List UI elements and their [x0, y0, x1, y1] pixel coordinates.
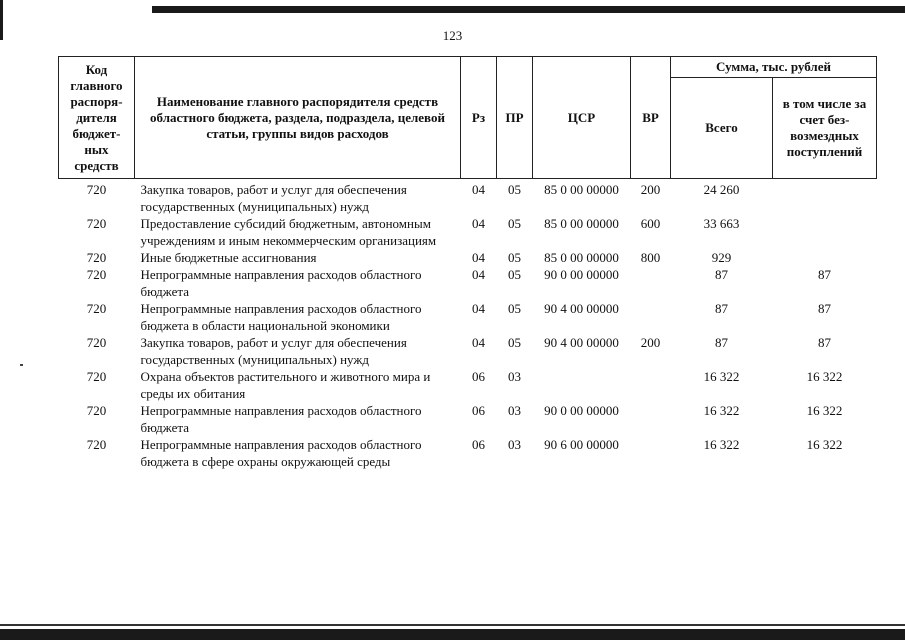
row-rz: 04 — [472, 335, 485, 350]
row-code: 720 — [86, 250, 107, 265]
row-vr — [631, 300, 671, 334]
row-code: 720 — [86, 267, 107, 282]
row-incl — [773, 249, 877, 266]
row-incl: 87 — [818, 301, 831, 316]
row-vr: 200 — [640, 182, 661, 197]
row-incl: 87 — [818, 267, 831, 282]
header-name: Наименование главного распорядителя средств областного бюджета, раздела, подраздела, целевой статьи, группы видов расходов — [135, 57, 461, 179]
table-row — [59, 249, 877, 266]
budget-table — [58, 56, 877, 470]
header-vr: ВР — [631, 57, 671, 179]
row-incl: 87 — [818, 335, 831, 350]
row-vr: 800 — [640, 250, 661, 265]
row-csr: 90 4 00 00000 — [544, 301, 619, 316]
row-rz: 04 — [472, 267, 485, 282]
row-pr: 05 — [508, 216, 521, 231]
row-total: 16 322 — [703, 403, 740, 418]
scan-edge-top — [152, 6, 905, 13]
row-total: 87 — [715, 301, 728, 316]
row-pr: 03 — [508, 437, 521, 452]
row-rz: 06 — [472, 369, 485, 384]
row-pr: 05 — [508, 301, 521, 316]
scan-speck — [20, 364, 23, 366]
scan-edge-bottom-line — [0, 624, 905, 626]
row-rz: 04 — [472, 250, 485, 265]
table-row — [59, 368, 877, 402]
row-incl: 16 322 — [806, 437, 843, 452]
row-name: Иные бюджетные ассигнования — [140, 250, 317, 265]
table-row — [59, 300, 877, 334]
row-rz: 04 — [472, 301, 485, 316]
row-code: 720 — [86, 182, 107, 197]
row-total: 16 322 — [703, 437, 740, 452]
row-pr: 05 — [508, 267, 521, 282]
row-code: 720 — [86, 335, 107, 350]
row-total: 929 — [711, 250, 732, 265]
page-number: 123 — [442, 28, 463, 43]
row-name: Закупка товаров, работ и услуг для обеспечения государственных (муниципальных) нужд — [140, 182, 407, 214]
row-total: 24 260 — [703, 182, 740, 197]
row-vr — [631, 266, 671, 300]
row-rz: 06 — [472, 403, 485, 418]
table-row — [59, 402, 877, 436]
header-rz: Рз — [461, 57, 497, 179]
row-vr: 200 — [640, 335, 661, 350]
row-name: Непрограммные направления расходов областного бюджета — [140, 267, 422, 299]
header-code: Код главного распоря-дителя бюджет-ных средств — [59, 57, 135, 179]
row-csr — [533, 368, 631, 402]
row-vr: 600 — [640, 216, 661, 231]
row-csr: 85 0 00 00000 — [544, 216, 619, 231]
row-code: 720 — [86, 403, 107, 418]
row-name: Предоставление субсидий бюджетным, автономным учреждениям и иным некоммерческим организациям — [140, 216, 437, 248]
header-csr: ЦСР — [533, 57, 631, 179]
row-incl: 16 322 — [806, 369, 843, 384]
row-code: 720 — [86, 301, 107, 316]
row-name: Охрана объектов растительного и животного мира и среды их обитания — [140, 369, 431, 401]
row-pr: 03 — [508, 369, 521, 384]
row-name: Непрограммные направления расходов областного бюджета в области национальной экономики — [140, 301, 422, 333]
row-csr: 85 0 00 00000 — [544, 250, 619, 265]
row-incl: 16 322 — [806, 403, 843, 418]
row-pr: 03 — [508, 403, 521, 418]
row-code: 720 — [86, 437, 107, 452]
row-pr: 05 — [508, 335, 521, 350]
row-vr — [631, 402, 671, 436]
table-row — [59, 436, 877, 470]
row-total: 33 663 — [703, 216, 740, 231]
row-vr — [631, 368, 671, 402]
row-vr — [631, 436, 671, 470]
row-rz: 04 — [472, 216, 485, 231]
header-sum: Сумма, тыс. рублей — [671, 57, 877, 78]
row-csr: 90 4 00 00000 — [544, 335, 619, 350]
header-incl: в том числе за счет без-возмездных поступлений — [773, 78, 877, 179]
row-csr: 85 0 00 00000 — [544, 182, 619, 197]
row-pr: 05 — [508, 182, 521, 197]
row-total: 87 — [715, 335, 728, 350]
table-row — [59, 334, 877, 368]
row-code: 720 — [86, 216, 107, 231]
row-total: 16 322 — [703, 369, 740, 384]
row-rz: 06 — [472, 437, 485, 452]
row-name: Закупка товаров, работ и услуг для обеспечения государственных (муниципальных) нужд — [140, 335, 407, 367]
row-name: Непрограммные направления расходов областного бюджета — [140, 403, 422, 435]
header-total: Всего — [671, 78, 773, 179]
scan-edge-bottom — [0, 629, 905, 640]
table-row — [59, 215, 877, 249]
table-row — [59, 179, 877, 216]
row-name: Непрограммные направления расходов областного бюджета в сфере охраны окружающей среды — [140, 437, 422, 469]
table-body — [59, 179, 877, 471]
row-csr: 90 0 00 00000 — [544, 403, 619, 418]
row-rz: 04 — [472, 182, 485, 197]
header-pr: ПР — [497, 57, 533, 179]
row-incl — [773, 215, 877, 249]
row-pr: 05 — [508, 250, 521, 265]
table-row — [59, 266, 877, 300]
row-code: 720 — [86, 369, 107, 384]
row-incl — [773, 179, 877, 216]
row-csr: 90 0 00 00000 — [544, 267, 619, 282]
row-csr: 90 6 00 00000 — [544, 437, 619, 452]
row-total: 87 — [715, 267, 728, 282]
